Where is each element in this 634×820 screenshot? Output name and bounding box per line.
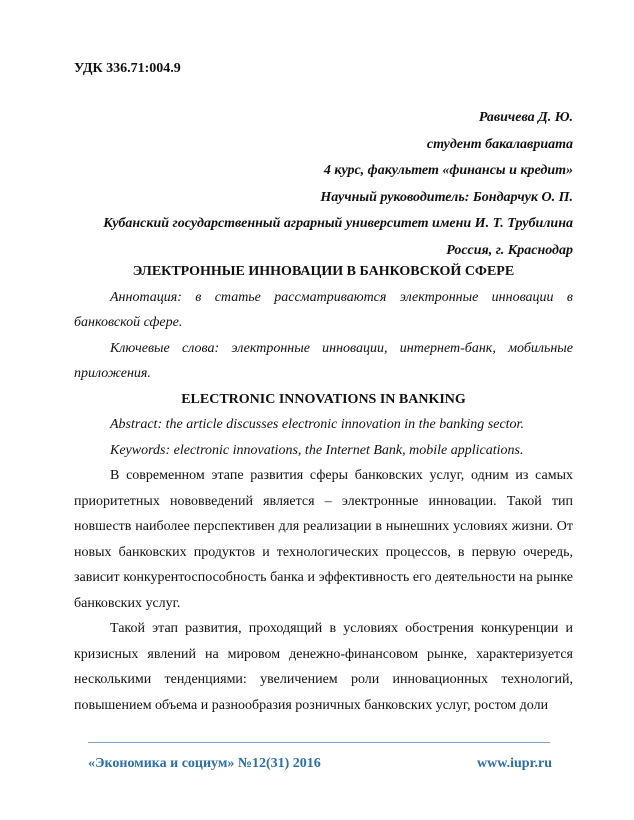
author-block [70,105,573,264]
title-ru: ЭЛЕКТРОННЫЕ ИННОВАЦИИ В БАНКОВСКОЙ СФЕРЕ [132,264,515,279]
article-body [74,259,573,718]
author-name: Равичева Д. Ю. [478,110,573,125]
udk-code: УДК 336.71:004.9 [74,61,181,76]
annotation-ru: Аннотация: в статье рассматриваются электронные инновации в банковской сфере. [74,289,573,330]
keywords-ru: Ключевые слова: электронные инновации, интернет-банк, мобильные приложения. [74,340,573,381]
title-en: ELECTRONIC INNOVATIONS IN BANKING [181,391,466,407]
body-paragraph: Такой этап развития, проходящий в условиях обострения конкуренции и кризисных явлений на мировом денежно-финансовом рынке, характеризуется несколькими тенденциями: увеличением роли инновационных технологий, повышением объема и разнообразия розничных банковских услуг, ростом доли [74,621,573,713]
body-paragraph: В современном этапе развития сферы банковских услуг, одним из самых приоритетных нововведений является – электронные инновации. Такой тип новшеств наиболее перспективен для реализации в нынешних условиях жизни. От новых банковских продуктов и технологических процессов, в первую очередь, зависит конкурентоспособность банка и эффективность его деятельности на рынке банковских услуг. [74,468,573,611]
footer-journal: «Экономика и социум» №12(31) 2016 [88,756,321,771]
author-status: студент бакалавриата [426,136,573,152]
author-university: Кубанский государственный аграрный университет имени И. Т. Трубилина [103,216,573,231]
footer-site-link[interactable]: www.iupr.ru [477,756,552,771]
footer-divider [88,742,550,743]
author-location: Россия, г. Краснодар [446,242,573,258]
abstract-en: Abstract: the article discusses electronic innovation in the banking sector. [110,417,524,432]
author-supervisor: Научный руководитель: Бондарчук О. П. [320,189,573,205]
keywords-en: Keywords: electronic innovations, the Internet Bank, mobile applications. [110,442,524,458]
author-course: 4 курс, факультет «финансы и кредит» [323,163,573,178]
